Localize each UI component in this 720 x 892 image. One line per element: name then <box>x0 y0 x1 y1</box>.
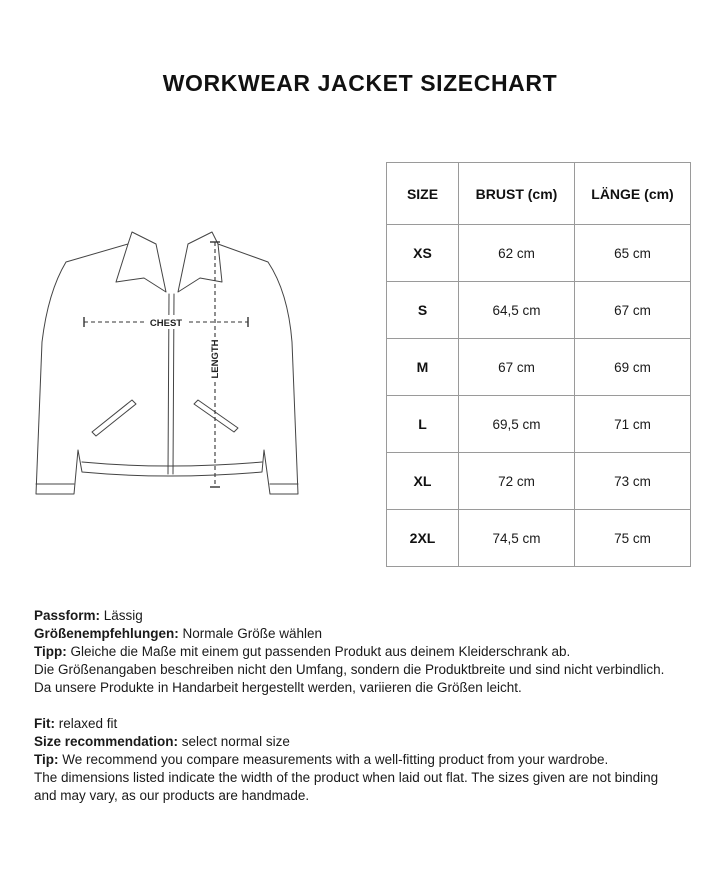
fit-line-de <box>34 607 704 625</box>
recommendation-label-de: Größenempfehlungen: <box>34 626 179 641</box>
length-cell: 67 cm <box>575 282 691 339</box>
handmade-note-de: Da unsere Produkte in Handarbeit hergestellt werden, variieren die Größen leicht. <box>34 680 522 695</box>
fit-line-en <box>34 715 704 733</box>
tip-line-de <box>34 643 704 661</box>
table-row <box>387 225 691 282</box>
fit-label-de: Passform: <box>34 608 101 623</box>
fit-value-en: relaxed fit <box>55 716 118 731</box>
collar-right <box>178 232 222 292</box>
hem-line <box>82 462 262 466</box>
recommendation-value-de: Normale Größe wählen <box>178 626 323 641</box>
length-cell: 75 cm <box>575 510 691 567</box>
size-cell: 2XL <box>387 510 459 567</box>
chest-label: CHEST <box>149 318 183 329</box>
length-cell: 65 cm <box>575 225 691 282</box>
size-table <box>386 162 691 567</box>
recommendation-label-en: Size recommendation: <box>34 734 179 749</box>
header-chest: BRUST (cm) <box>459 163 575 225</box>
handmade-note-en: and may vary, as our products are handmade. <box>34 788 310 803</box>
size-cell: S <box>387 282 459 339</box>
recommendation-line-de <box>34 625 704 643</box>
chest-cell: 64,5 cm <box>459 282 575 339</box>
tip-line-en <box>34 751 704 769</box>
table-header-row <box>387 163 691 225</box>
chest-cell: 67 cm <box>459 339 575 396</box>
table-row <box>387 396 691 453</box>
length-cell: 69 cm <box>575 339 691 396</box>
collar-left <box>116 232 166 292</box>
header-length: LÄNGE (cm) <box>575 163 691 225</box>
notes-german <box>34 607 704 697</box>
header-size: SIZE <box>387 163 459 225</box>
recommendation-value-en: select normal size <box>178 734 290 749</box>
jacket-body-outline <box>36 244 298 494</box>
length-label: LENGTH <box>210 339 221 379</box>
tip-label-en: Tip: <box>34 752 59 767</box>
length-cell: 73 cm <box>575 453 691 510</box>
recommendation-line-en <box>34 733 704 751</box>
chest-cell: 69,5 cm <box>459 396 575 453</box>
tip-value-en: We recommend you compare measurements with a well-fitting product from your wardrobe. <box>58 752 609 767</box>
notes-english <box>34 715 704 805</box>
fit-label-en: Fit: <box>34 716 55 731</box>
table-row <box>387 282 691 339</box>
table-row <box>387 453 691 510</box>
jacket-illustration <box>28 222 318 522</box>
tip-value-de: Gleiche die Maße mit einem gut passenden Produkt aus deinem Kleiderschrank ab. <box>66 644 571 659</box>
size-cell: L <box>387 396 459 453</box>
chest-cell: 62 cm <box>459 225 575 282</box>
size-cell: M <box>387 339 459 396</box>
table-row <box>387 339 691 396</box>
pocket-left <box>92 400 136 436</box>
table-row <box>387 510 691 567</box>
tip-label-de: Tipp: <box>34 644 67 659</box>
fit-value-de: Lässig <box>100 608 143 623</box>
dimension-note-en: The dimensions listed indicate the width of the product when laid out flat. The sizes given are not binding <box>34 770 659 785</box>
chest-cell: 72 cm <box>459 453 575 510</box>
chest-cell: 74,5 cm <box>459 510 575 567</box>
dimension-note-de: Die Größenangaben beschreiben nicht den Umfang, sondern die Produktbreite und sind nicht verbindlich. <box>34 662 665 677</box>
length-cell: 71 cm <box>575 396 691 453</box>
size-cell: XS <box>387 225 459 282</box>
pocket-right <box>194 400 238 432</box>
size-cell: XL <box>387 453 459 510</box>
page-title: WORKWEAR JACKET SIZECHART <box>162 70 558 96</box>
